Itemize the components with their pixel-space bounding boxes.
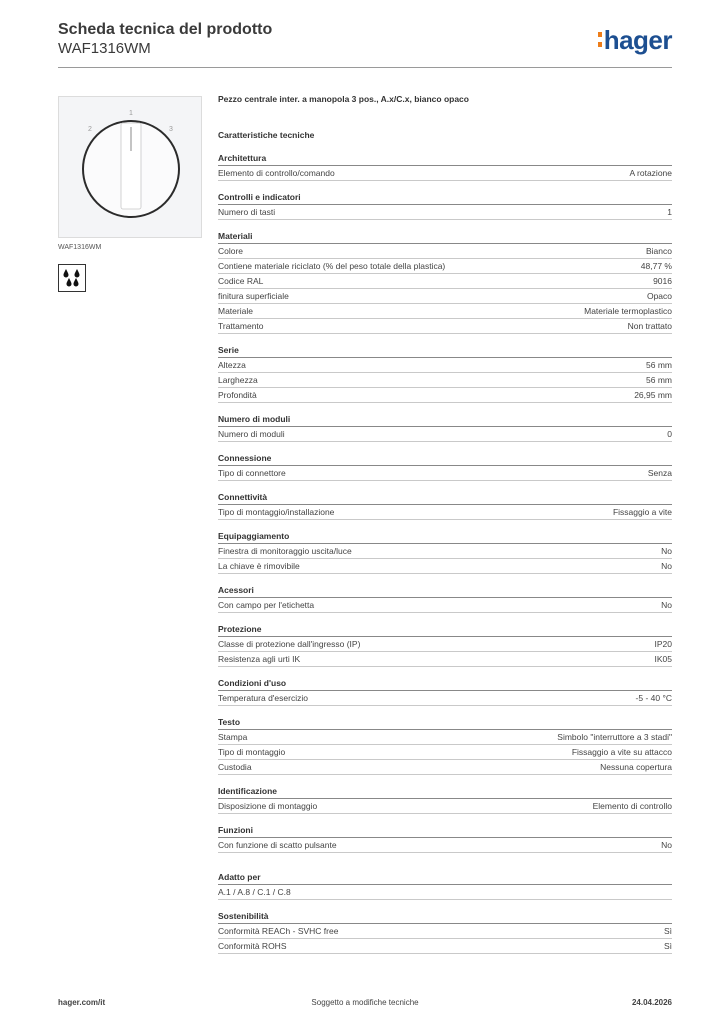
spec-row bbox=[218, 544, 672, 559]
spec-row bbox=[218, 652, 672, 667]
spec-key: Numero di moduli bbox=[218, 429, 285, 439]
spec-key: Conformità ROHS bbox=[218, 941, 287, 951]
spec-row bbox=[218, 427, 672, 442]
section-title: Controlli e indicatori bbox=[218, 190, 672, 205]
spec-value: 56 mm bbox=[646, 360, 672, 370]
spec-value: Sì bbox=[663, 941, 672, 951]
spec-row bbox=[218, 205, 672, 220]
spec-row bbox=[218, 466, 672, 481]
spec-key: Finestra di monitoraggio uscita/luce bbox=[218, 546, 352, 556]
spec-key: Conformità REACh - SVHC free bbox=[218, 926, 339, 936]
spec-row bbox=[218, 730, 672, 745]
spec-key: Contiene materiale riciclato (% del peso totale della plastica) bbox=[218, 261, 446, 271]
spec-value: A rotazione bbox=[629, 168, 672, 178]
spec-row bbox=[218, 358, 672, 373]
section-title: Architettura bbox=[218, 151, 672, 166]
spec-row bbox=[218, 799, 672, 814]
spec-key: La chiave è rimovibile bbox=[218, 561, 300, 571]
spec-value: Materiale termoplastico bbox=[584, 306, 672, 316]
spec-key: Altezza bbox=[218, 360, 246, 370]
spec-section bbox=[218, 229, 672, 334]
section-title: Connessione bbox=[218, 451, 672, 466]
spec-section bbox=[218, 583, 672, 613]
product-image bbox=[58, 96, 202, 238]
section-title: Condizioni d'uso bbox=[218, 676, 672, 691]
section-title: Serie bbox=[218, 343, 672, 358]
spec-section bbox=[218, 343, 672, 403]
spec-key: Tipo di connettore bbox=[218, 468, 286, 478]
spec-row bbox=[218, 745, 672, 760]
spec-key: Trattamento bbox=[218, 321, 264, 331]
logo-dots-icon bbox=[598, 32, 602, 47]
spec-row bbox=[218, 373, 672, 388]
spec-row bbox=[218, 319, 672, 334]
spec-row bbox=[218, 637, 672, 652]
spec-value: IK05 bbox=[654, 654, 672, 664]
logo-text: hager bbox=[603, 25, 672, 55]
spec-row bbox=[218, 166, 672, 181]
spec-row bbox=[218, 289, 672, 304]
spec-value: Opaco bbox=[646, 291, 672, 301]
spec-section bbox=[218, 784, 672, 814]
spec-value: Fissaggio a vite su attacco bbox=[571, 747, 672, 757]
spec-row bbox=[218, 244, 672, 259]
spec-row bbox=[218, 691, 672, 706]
spec-key: Con campo per l'etichetta bbox=[218, 600, 315, 610]
spec-value: 1 bbox=[667, 207, 672, 217]
spec-key: A.1 / A.8 / C.1 / C.8 bbox=[218, 887, 291, 897]
section-title: Sostenibilità bbox=[218, 909, 672, 924]
footer-website: hager.com/it bbox=[58, 998, 106, 1007]
spec-row bbox=[218, 760, 672, 775]
spec-value: Senza bbox=[647, 468, 672, 478]
spec-key: Tipo di montaggio bbox=[218, 747, 286, 757]
spec-section bbox=[218, 622, 672, 667]
spec-value: Simbolo "interruttore a 3 stadi" bbox=[557, 732, 672, 742]
spec-value: 48,77 % bbox=[640, 261, 672, 271]
spec-key: Stampa bbox=[218, 732, 248, 742]
section-title: Numero di moduli bbox=[218, 412, 672, 427]
rotary-switch-illustration bbox=[59, 97, 201, 237]
position-label-1: 1 bbox=[129, 110, 133, 117]
spec-section bbox=[218, 151, 672, 181]
spec-section bbox=[218, 451, 672, 481]
spec-key: Profondità bbox=[218, 390, 257, 400]
spec-row bbox=[218, 505, 672, 520]
spec-key: Elemento di controllo/comando bbox=[218, 168, 335, 178]
spec-key: Disposizione di montaggio bbox=[218, 801, 318, 811]
header-divider bbox=[58, 67, 672, 68]
spec-row bbox=[218, 939, 672, 954]
spec-row bbox=[218, 924, 672, 939]
spec-row bbox=[218, 304, 672, 319]
product-code: WAF1316WM bbox=[58, 40, 151, 57]
spec-key: finitura superficiale bbox=[218, 291, 289, 301]
spec-value: Nessuna copertura bbox=[600, 762, 672, 772]
section-title: Acessori bbox=[218, 583, 672, 598]
page-title: Scheda tecnica del prodotto bbox=[58, 21, 273, 38]
section-title: Identificazione bbox=[218, 784, 672, 799]
spec-value: Elemento di controllo bbox=[592, 801, 672, 811]
spec-value: No bbox=[661, 840, 672, 850]
spec-key: Temperatura d'esercizio bbox=[218, 693, 308, 703]
image-caption: WAF1316WM bbox=[58, 244, 102, 251]
spec-key: Tipo di montaggio/installazione bbox=[218, 507, 335, 517]
spec-content bbox=[218, 92, 672, 954]
spec-sections bbox=[218, 151, 672, 954]
section-title: Adatto per bbox=[218, 870, 672, 885]
spec-section bbox=[218, 529, 672, 574]
spec-key: Larghezza bbox=[218, 375, 258, 385]
spec-key: Colore bbox=[218, 246, 244, 256]
spec-section bbox=[218, 715, 672, 775]
hager-logo bbox=[598, 26, 672, 54]
section-title: Protezione bbox=[218, 622, 672, 637]
product-description: Pezzo centrale inter. a manopola 3 pos., A.x/C.x, bianco opaco bbox=[218, 94, 469, 104]
footer-date: 24.04.2026 bbox=[631, 998, 672, 1007]
spec-row bbox=[218, 388, 672, 403]
spec-key: Resistenza agli urti IK bbox=[218, 654, 301, 664]
spec-section bbox=[218, 870, 672, 900]
spec-value: 56 mm bbox=[646, 375, 672, 385]
spec-value: -5 - 40 °C bbox=[635, 693, 672, 703]
spec-key: Materiale bbox=[218, 306, 253, 316]
spec-value: Fissaggio a vite bbox=[612, 507, 672, 517]
spec-section bbox=[218, 909, 672, 954]
spec-section bbox=[218, 676, 672, 706]
position-label-2: 2 bbox=[88, 126, 92, 133]
section-title: Testo bbox=[218, 715, 672, 730]
spec-value: No bbox=[661, 600, 672, 610]
spec-value: 9016 bbox=[653, 276, 672, 286]
spec-section bbox=[218, 823, 672, 853]
spec-section bbox=[218, 490, 672, 520]
spec-value: No bbox=[661, 561, 672, 571]
spec-value: Non trattato bbox=[627, 321, 672, 331]
section-title: Materiali bbox=[218, 229, 672, 244]
spec-value: 26,95 mm bbox=[634, 390, 672, 400]
spec-row bbox=[218, 259, 672, 274]
spec-section bbox=[218, 190, 672, 220]
section-title: Equipaggiamento bbox=[218, 529, 672, 544]
spec-row bbox=[218, 838, 672, 853]
spec-row bbox=[218, 598, 672, 613]
position-label-3: 3 bbox=[169, 126, 173, 133]
spec-key: Codice RAL bbox=[218, 276, 264, 286]
spec-key: Classe di protezione dall'ingresso (IP) bbox=[218, 639, 361, 649]
section-title: Connettività bbox=[218, 490, 672, 505]
spec-row bbox=[218, 559, 672, 574]
spec-row bbox=[218, 274, 672, 289]
spec-key: Con funzione di scatto pulsante bbox=[218, 840, 337, 850]
section-title: Funzioni bbox=[218, 823, 672, 838]
water-drops-icon bbox=[58, 264, 86, 292]
spec-value: IP20 bbox=[654, 639, 672, 649]
spec-key: Custodia bbox=[218, 762, 252, 772]
spec-key: Numero di tasti bbox=[218, 207, 276, 217]
spec-value: No bbox=[661, 546, 672, 556]
footer-note: Soggetto a modifiche tecniche bbox=[311, 998, 419, 1007]
spec-subtitle: Caratteristiche tecniche bbox=[218, 130, 315, 140]
spec-value: 0 bbox=[667, 429, 672, 439]
spec-value: Sì bbox=[663, 926, 672, 936]
document-header bbox=[58, 20, 272, 58]
spec-row bbox=[218, 885, 672, 900]
spec-value: Bianco bbox=[646, 246, 672, 256]
spec-section bbox=[218, 412, 672, 442]
